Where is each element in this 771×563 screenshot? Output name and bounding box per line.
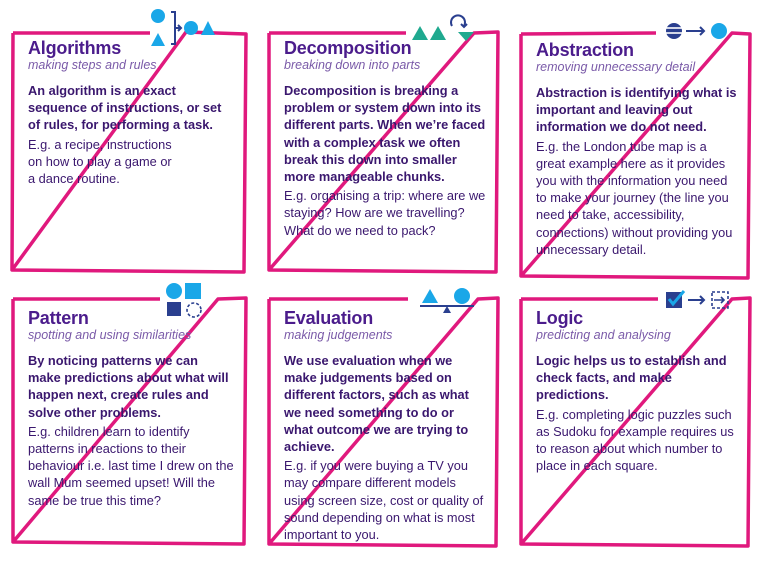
card-lead: Logic helps us to establish and check facts, and make predictions. bbox=[536, 353, 727, 403]
card-example: E.g. the London tube map is a great example here as it provides you with the information you need to make your journey (the line you need to take, accessibility, connections) without providing you unnecessary detail. bbox=[536, 138, 733, 257]
card-lead: Abstraction is identifying what is important and leaving out information we do not need. bbox=[536, 85, 737, 135]
card-example-line: on how to play a game or bbox=[28, 153, 172, 169]
card-example: E.g. organising a trip: where are we staying? How are we travelling? What do we need to pack? bbox=[284, 188, 486, 238]
card-title: Pattern bbox=[28, 308, 89, 328]
striped-circle-arrow-icon bbox=[664, 20, 732, 42]
card-abstraction bbox=[518, 30, 752, 280]
balance-scale-icon bbox=[418, 285, 476, 315]
checkbox-arrow-icon bbox=[664, 289, 734, 311]
card-subtitle: predicting and analysing bbox=[536, 328, 671, 342]
card-example-line: a dance routine. bbox=[28, 171, 120, 187]
card-evaluation bbox=[266, 296, 500, 548]
card-example: E.g. children learn to identify patterns in reactions to their behaviour i.e. last time I drew on the wall Mum seemed upset! Will the same be true this time? bbox=[28, 423, 234, 508]
card-title: Evaluation bbox=[284, 308, 374, 328]
card-title: Algorithms bbox=[28, 38, 122, 58]
card-algorithms bbox=[10, 30, 248, 274]
card-subtitle: making steps and rules bbox=[28, 58, 157, 72]
card-example-line: E.g. a recipe, instructions bbox=[28, 136, 172, 152]
card-lead: We use evaluation when we make judgements based on different factors, such as what we need something to do or what outcome we are trying to achieve. bbox=[284, 353, 469, 455]
sequence-shapes-icon bbox=[146, 6, 220, 50]
card-title: Decomposition bbox=[284, 38, 412, 58]
card-subtitle: making judgements bbox=[284, 328, 393, 342]
pattern-grid-icon bbox=[165, 282, 207, 320]
card-subtitle: breaking down into parts bbox=[284, 58, 421, 72]
card-subtitle: removing unnecessary detail bbox=[536, 60, 696, 74]
card-title: Logic bbox=[536, 308, 583, 328]
card-pattern bbox=[10, 296, 248, 546]
card-example: E.g. if you were buying a TV you may compare different models using screen size, cost or quality of sound depending on what is most important to you. bbox=[284, 458, 484, 543]
card-logic bbox=[518, 296, 752, 548]
card-subtitle: spotting and using similarities bbox=[28, 328, 192, 342]
card-lead: By noticing patterns we can make predictions about what will happen next, create rules and solve other problems. bbox=[28, 353, 229, 420]
card-title: Abstraction bbox=[536, 40, 634, 60]
card-example: E.g. completing logic puzzles such as Sudoku for example requires us to reason about which number to place in each square. bbox=[536, 406, 734, 474]
card-lead: Decomposition is breaking a problem or system down into its different parts. When we’re faced with a complex task we often break this down into smaller more manageable chunks. bbox=[284, 83, 486, 185]
card-lead: An algorithm is an exact sequence of instructions, or set of rules, for performing a task. bbox=[28, 83, 222, 133]
card-decomposition bbox=[266, 30, 500, 274]
triangles-split-icon bbox=[410, 14, 478, 42]
